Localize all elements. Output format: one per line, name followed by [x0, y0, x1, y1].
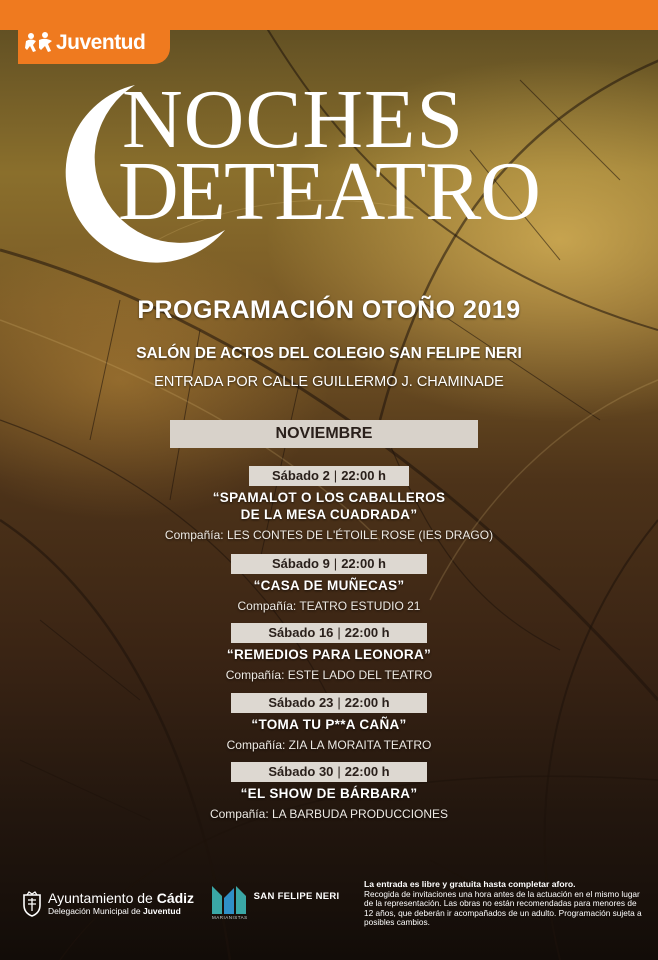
- event-date-bar: [231, 693, 427, 713]
- event-time: 22:00 h: [344, 695, 390, 710]
- entrance-info: ENTRADA POR CALLE GUILLERMO J. CHAMINADE: [154, 374, 504, 390]
- title-de: DE: [118, 145, 222, 238]
- event-day: Sábado 2: [272, 468, 330, 483]
- month-header: NOVIEMBRE: [170, 420, 478, 448]
- juventud-figures-icon: [24, 31, 54, 55]
- juventud-label: Juventud: [56, 31, 146, 54]
- juventud-logo: [18, 22, 170, 64]
- notice-lead: La entrada es libre y gratuita hasta completar aforo.: [364, 879, 576, 889]
- event-day: Sábado 23: [268, 695, 334, 710]
- event-title: “CASA DE MUÑECAS”: [253, 578, 405, 593]
- title-teatro: TEATRO: [223, 145, 540, 238]
- event-time: 22:00 h: [344, 764, 390, 779]
- ayuntamiento-logo: [22, 890, 194, 917]
- entry-notice: [364, 880, 644, 928]
- event-date-bar: [249, 466, 409, 486]
- notice-body: Recogida de invitaciones una hora antes de la actuación en el mismo lugar de la representación. Las obras no están recomendadas para menores de 12 años, que deberán ir acompañados de un adulto. Programación sujeta a posibles cambios.: [364, 888, 642, 928]
- event-day: Sábado 9: [272, 556, 330, 571]
- school-small-label: MARIANISTAS: [212, 915, 248, 920]
- date-separator: |: [337, 695, 341, 710]
- event-3: [0, 623, 658, 682]
- event-title: “TOMA TU P**A CAÑA”: [251, 717, 407, 732]
- event-time: 22:00 h: [344, 625, 390, 640]
- programme-subtitle: PROGRAMACIÓN OTOÑO 2019: [137, 296, 521, 324]
- date-separator: |: [333, 468, 338, 483]
- event-title-line2: DE LA MESA CUADRADA”: [240, 507, 418, 522]
- event-day: Sábado 16: [268, 625, 334, 640]
- event-date-bar: [231, 623, 427, 643]
- org-subtitle: [48, 906, 194, 917]
- org-sub-part: Delegación Municipal de: [48, 906, 143, 916]
- title-noches: NOCHES: [122, 73, 465, 166]
- venue: SALÓN DE ACTOS DEL COLEGIO SAN FELIPE NERI: [136, 345, 522, 362]
- date-separator: |: [333, 556, 338, 571]
- org-name-part: Ayuntamiento de: [48, 890, 157, 906]
- city-shield-icon: [22, 891, 42, 917]
- event-day: Sábado 30: [268, 764, 334, 779]
- event-title-line1: “SPAMALOT O LOS CABALLEROS: [212, 490, 446, 505]
- event-1: [0, 466, 658, 542]
- event-time: 22:00 h: [341, 556, 386, 571]
- event-title: “EL SHOW DE BÁRBARA”: [240, 786, 418, 801]
- school-name: SAN FELIPE NERI: [253, 891, 340, 902]
- event-date-bar: [231, 762, 427, 782]
- date-separator: |: [337, 625, 341, 640]
- event-title: [0, 489, 658, 523]
- title-de-teatro: [118, 145, 540, 238]
- event-company: Compañía: LES CONTES DE L'ÉTOILE ROSE (IES DRAGO): [164, 528, 494, 542]
- event-company: Compañía: ZIA LA MORAITA TEATRO: [226, 738, 432, 752]
- event-4: [0, 693, 658, 752]
- event-2: [0, 554, 658, 613]
- event-company: Compañía: LA BARBUDA PRODUCCIONES: [209, 807, 449, 821]
- date-separator: |: [337, 764, 341, 779]
- org-sub-juventud: Juventud: [142, 906, 181, 916]
- event-company: Compañía: TEATRO ESTUDIO 21: [237, 599, 421, 613]
- event-title: “REMEDIOS PARA LEONORA”: [226, 647, 432, 662]
- school-logo: [212, 884, 339, 920]
- school-emblem-icon: [212, 884, 246, 914]
- org-name: [48, 890, 194, 906]
- event-5: [0, 762, 658, 821]
- org-name-city: Cádiz: [156, 890, 195, 906]
- event-time: 22:00 h: [341, 468, 386, 483]
- event-date-bar: [231, 554, 427, 574]
- event-company: Compañía: ESTE LADO DEL TEATRO: [225, 668, 433, 682]
